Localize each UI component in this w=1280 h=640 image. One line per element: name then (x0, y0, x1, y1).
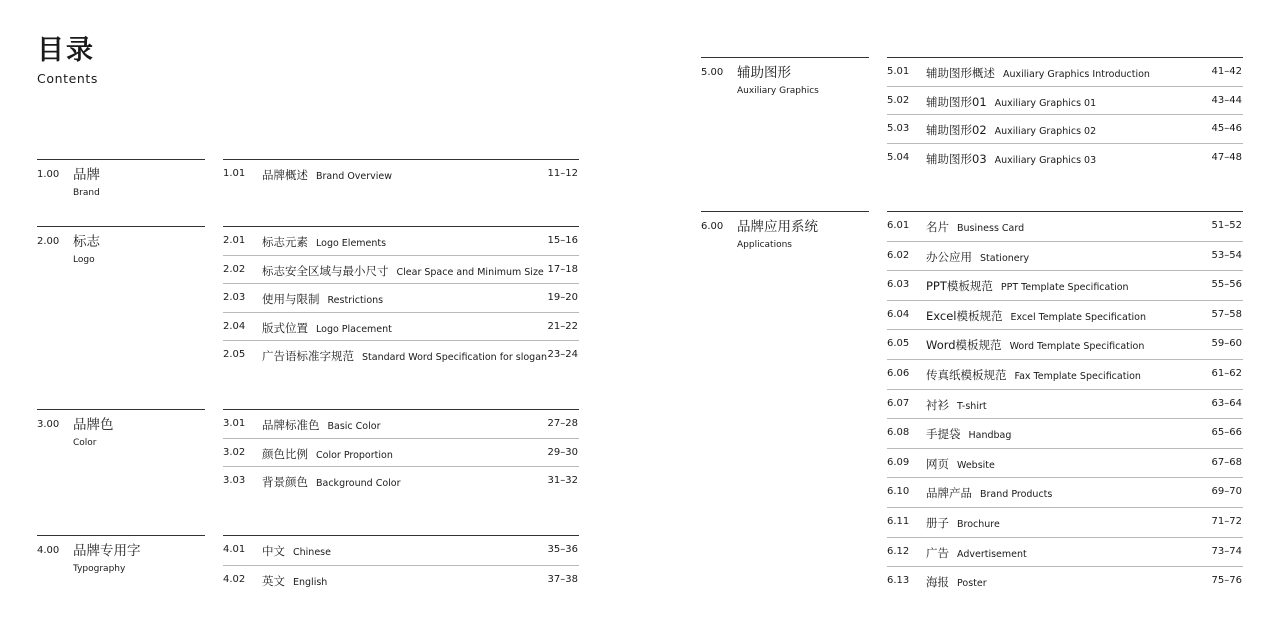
entry-pages: 35–36 (547, 544, 578, 555)
entry-pages: 63–64 (1211, 397, 1242, 409)
entry-number: 2.03 (223, 292, 246, 303)
entry-title-cn: 颜色比例 (262, 446, 308, 461)
entry-title-cn: 海报 (926, 575, 949, 590)
entry-title-cn: 手提袋 (926, 427, 961, 442)
entry-number: 5.02 (887, 94, 910, 106)
entry-number: 6.10 (887, 486, 910, 498)
entry-number: 6.05 (887, 338, 910, 350)
entry-title-en: Business Card (957, 223, 1025, 234)
entry-title (926, 218, 1024, 237)
entry-title-en: PPT Template Specification (1000, 282, 1129, 294)
entry-title (262, 319, 392, 338)
entry-title (926, 544, 1027, 563)
entry-title (262, 262, 544, 281)
entry-pages: 43–44 (1211, 94, 1242, 106)
entry-title-cn: 传真纸模板规范 (926, 367, 1007, 382)
entry-title-cn: 衬衫 (926, 397, 949, 412)
toc-entry[interactable] (223, 566, 579, 596)
toc-entry[interactable] (887, 115, 1243, 144)
section-title-cn: 品牌应用系统 (737, 219, 818, 235)
entry-pages: 51–52 (1211, 220, 1242, 231)
entry-title (926, 248, 1029, 267)
entry-number: 5.01 (887, 66, 910, 77)
page-subtitle: Contents (37, 71, 99, 86)
toc-entry[interactable] (223, 536, 579, 566)
entry-number: 6.04 (887, 308, 910, 320)
entry-pages: 55–56 (1211, 279, 1242, 291)
entry-number: 2.02 (223, 263, 246, 275)
entry-pages: 27–28 (547, 418, 578, 429)
section-title-en: Typography (73, 564, 126, 574)
entry-pages: 31–32 (547, 475, 578, 486)
entry-number: 5.04 (887, 151, 910, 163)
entry-pages: 73–74 (1211, 545, 1242, 557)
toc-entry[interactable] (887, 87, 1243, 116)
entry-title-en: Fax Template Specification (1014, 370, 1141, 382)
toc-entry[interactable] (887, 538, 1243, 568)
entry-pages: 47–48 (1211, 151, 1242, 163)
entry-title-cn: 辅助图形01 (926, 94, 987, 109)
entry-pages: 45–46 (1211, 123, 1242, 134)
entry-title (262, 542, 331, 561)
section-header (37, 226, 205, 265)
entry-number: 3.01 (223, 418, 246, 429)
entry-title-en: Auxiliary Graphics 03 (994, 154, 1097, 166)
entry-title-en: Stationery (980, 252, 1030, 264)
section-title-cn: 品牌色 (73, 417, 114, 433)
entry-number: 6.11 (887, 515, 910, 527)
toc-entry[interactable] (223, 439, 579, 468)
entry-number: 6.01 (887, 220, 910, 231)
entry-pages: 23–24 (547, 349, 578, 360)
entry-title (926, 64, 1150, 83)
entry-pages: 19–20 (547, 292, 578, 303)
entry-number: 3.02 (223, 446, 246, 458)
entry-title-cn: 辅助图形02 (926, 123, 987, 137)
entry-title (262, 416, 380, 435)
entry-number: 2.01 (223, 235, 246, 246)
entry-number: 4.01 (223, 544, 246, 555)
entry-pages: 69–70 (1211, 486, 1242, 498)
entry-number: 5.03 (887, 123, 910, 134)
entry-title-cn: 英文 (262, 574, 285, 588)
entry-pages: 17–18 (547, 263, 578, 275)
entry-title-en: Word Template Specification (1009, 341, 1145, 353)
toc-entry[interactable] (223, 313, 579, 342)
entry-title-cn: 标志元素 (262, 235, 308, 249)
entry-pages: 67–68 (1211, 456, 1242, 468)
entry-title-en: Chinese (293, 547, 331, 558)
toc-entry[interactable] (887, 242, 1243, 272)
entry-title-cn: 背景颜色 (262, 475, 308, 489)
entry-number: 6.13 (887, 575, 910, 587)
toc-entry[interactable] (887, 478, 1243, 508)
entry-title-en: Logo Placement (316, 323, 392, 335)
entry-pages: 57–58 (1211, 308, 1242, 320)
entry-title-cn: 辅助图形03 (926, 151, 987, 166)
section-title-en: Color (73, 438, 97, 448)
section-title-en: Applications (737, 240, 792, 250)
entry-title-cn: Word模板规范 (926, 338, 1002, 353)
entry-title-cn: Excel模板规范 (926, 308, 1003, 323)
entry-number: 6.06 (887, 367, 910, 379)
entry-title-cn: 名片 (926, 220, 949, 234)
entry-title (262, 347, 547, 366)
entry-title (926, 366, 1141, 385)
entry-title (926, 121, 1096, 140)
entry-title-en: Brochure (957, 518, 1000, 530)
entry-title-en: Auxiliary Graphics Introduction (1003, 69, 1150, 80)
entry-title-en: Background Color (316, 478, 401, 489)
entry-pages: 29–30 (547, 446, 578, 458)
section-header (37, 409, 205, 448)
section-title-cn: 标志 (73, 234, 100, 250)
entry-title-en: T-shirt (957, 400, 987, 412)
entry-title (926, 336, 1144, 355)
section-title-en: Brand (73, 188, 100, 198)
entry-number: 6.03 (887, 279, 910, 291)
page-title: 目录 (37, 35, 95, 66)
entry-title (262, 572, 327, 591)
section-items (223, 226, 579, 370)
section-header (37, 535, 205, 574)
entry-title-en: Auxiliary Graphics 01 (994, 97, 1097, 109)
entry-pages: 71–72 (1211, 515, 1242, 527)
toc-entry[interactable] (887, 419, 1243, 449)
toc-entry[interactable] (887, 567, 1243, 597)
entry-pages: 15–16 (547, 235, 578, 246)
entry-title-cn: 辅助图形概述 (926, 66, 995, 80)
entry-title (926, 93, 1096, 112)
entry-title-en: Auxiliary Graphics 02 (994, 126, 1097, 137)
entry-title (926, 573, 987, 592)
entry-number: 6.09 (887, 456, 910, 468)
entry-number: 2.05 (223, 349, 246, 360)
section-header (701, 211, 869, 250)
toc-entry[interactable] (223, 160, 579, 190)
entry-title (926, 455, 995, 474)
entry-title-cn: 标志安全区域与最小尺寸 (262, 263, 389, 278)
entry-title-en: Basic Color (327, 421, 381, 432)
entry-title (926, 396, 987, 415)
entry-title-en: Advertisement (957, 548, 1027, 560)
section-items (887, 211, 1243, 597)
entry-number: 6.07 (887, 397, 910, 409)
entry-title-cn: 广告语标准字规范 (262, 349, 354, 363)
entry-title-cn: 网页 (926, 456, 949, 471)
entry-title (926, 307, 1146, 326)
section-header (37, 159, 205, 198)
entry-title-cn: 册子 (926, 515, 949, 530)
toc-entry[interactable] (223, 341, 579, 370)
section-header (701, 57, 869, 96)
entry-title (926, 425, 1011, 444)
entry-title-cn: 中文 (262, 544, 285, 558)
toc-entry[interactable] (887, 449, 1243, 479)
toc-entry[interactable] (887, 212, 1243, 242)
section-items (223, 409, 579, 496)
toc-entry[interactable] (223, 256, 579, 285)
entry-pages: 21–22 (547, 320, 578, 332)
entry-title-en: Restrictions (327, 295, 384, 306)
section-title-cn: 辅助图形 (737, 65, 791, 81)
entry-title-en: Poster (957, 578, 987, 590)
entry-title-cn: 品牌产品 (926, 486, 972, 501)
entry-title-en: Excel Template Specification (1010, 311, 1147, 323)
entry-pages: 11–12 (547, 168, 578, 179)
entry-title-en: Standard Word Specification for slogan (362, 352, 548, 363)
entry-title (926, 484, 1052, 503)
section-number: 1.00 (37, 169, 60, 180)
entry-pages: 75–76 (1211, 575, 1242, 587)
entry-title (926, 150, 1096, 169)
entry-title-en: Brand Products (980, 489, 1053, 501)
toc-entry[interactable] (223, 410, 579, 439)
entry-title-cn: 办公应用 (926, 249, 972, 264)
entry-number: 6.08 (887, 427, 910, 439)
toc-entry[interactable] (887, 508, 1243, 538)
entry-pages: 37–38 (547, 574, 578, 585)
entry-title (262, 166, 392, 185)
section-number: 4.00 (37, 545, 60, 556)
section-number: 5.00 (701, 67, 724, 78)
section-number: 2.00 (37, 236, 60, 247)
toc-entry[interactable] (887, 58, 1243, 87)
entry-pages: 53–54 (1211, 249, 1242, 261)
entry-pages: 59–60 (1211, 338, 1242, 350)
entry-title-en: Logo Elements (316, 238, 387, 249)
entry-number: 1.01 (223, 168, 246, 179)
entry-title-en: Color Proportion (316, 449, 393, 461)
entry-title (262, 233, 386, 252)
toc-entry[interactable] (887, 360, 1243, 390)
entry-title-cn: 品牌概述 (262, 168, 308, 182)
entry-title-en: Clear Space and Minimum Size (396, 266, 544, 278)
entry-title-en: English (293, 577, 328, 588)
entry-title (262, 445, 393, 464)
toc-entry[interactable] (223, 467, 579, 496)
section-items (223, 159, 579, 190)
section-title-cn: 品牌专用字 (73, 543, 141, 559)
toc-entry[interactable] (223, 284, 579, 313)
entry-number: 2.04 (223, 320, 246, 332)
toc-entry[interactable] (887, 330, 1243, 360)
entry-title (926, 514, 1000, 533)
entry-title (262, 473, 401, 492)
entry-title-en: Brand Overview (316, 171, 393, 182)
entry-number: 6.12 (887, 545, 910, 557)
entry-title-cn: 使用与限制 (262, 292, 320, 306)
section-items (223, 535, 579, 596)
entry-title-en: Handbag (968, 430, 1012, 442)
entry-title-cn: 品牌标准色 (262, 418, 320, 432)
toc-entry[interactable] (887, 390, 1243, 420)
entry-pages: 61–62 (1211, 367, 1242, 379)
entry-number: 3.03 (223, 475, 246, 486)
toc-entry[interactable] (887, 301, 1243, 331)
entry-title-cn: 广告 (926, 545, 949, 560)
section-title-en: Logo (73, 255, 95, 265)
section-title-en: Auxiliary Graphics (737, 86, 819, 96)
entry-pages: 41–42 (1211, 66, 1242, 77)
entry-number: 4.02 (223, 574, 246, 585)
entry-title (262, 290, 383, 309)
entry-pages: 65–66 (1211, 427, 1242, 439)
section-items (887, 57, 1243, 172)
section-title-cn: 品牌 (73, 167, 100, 183)
toc-entry[interactable] (223, 227, 579, 256)
toc-entry[interactable] (887, 144, 1243, 173)
entry-title-cn: 版式位置 (262, 320, 308, 335)
entry-title-en: Website (957, 459, 995, 471)
section-number: 6.00 (701, 221, 724, 232)
entry-title (926, 277, 1129, 296)
entry-title-cn: PPT模板规范 (926, 279, 993, 294)
toc-entry[interactable] (887, 271, 1243, 301)
entry-number: 6.02 (887, 249, 910, 261)
section-number: 3.00 (37, 419, 60, 430)
